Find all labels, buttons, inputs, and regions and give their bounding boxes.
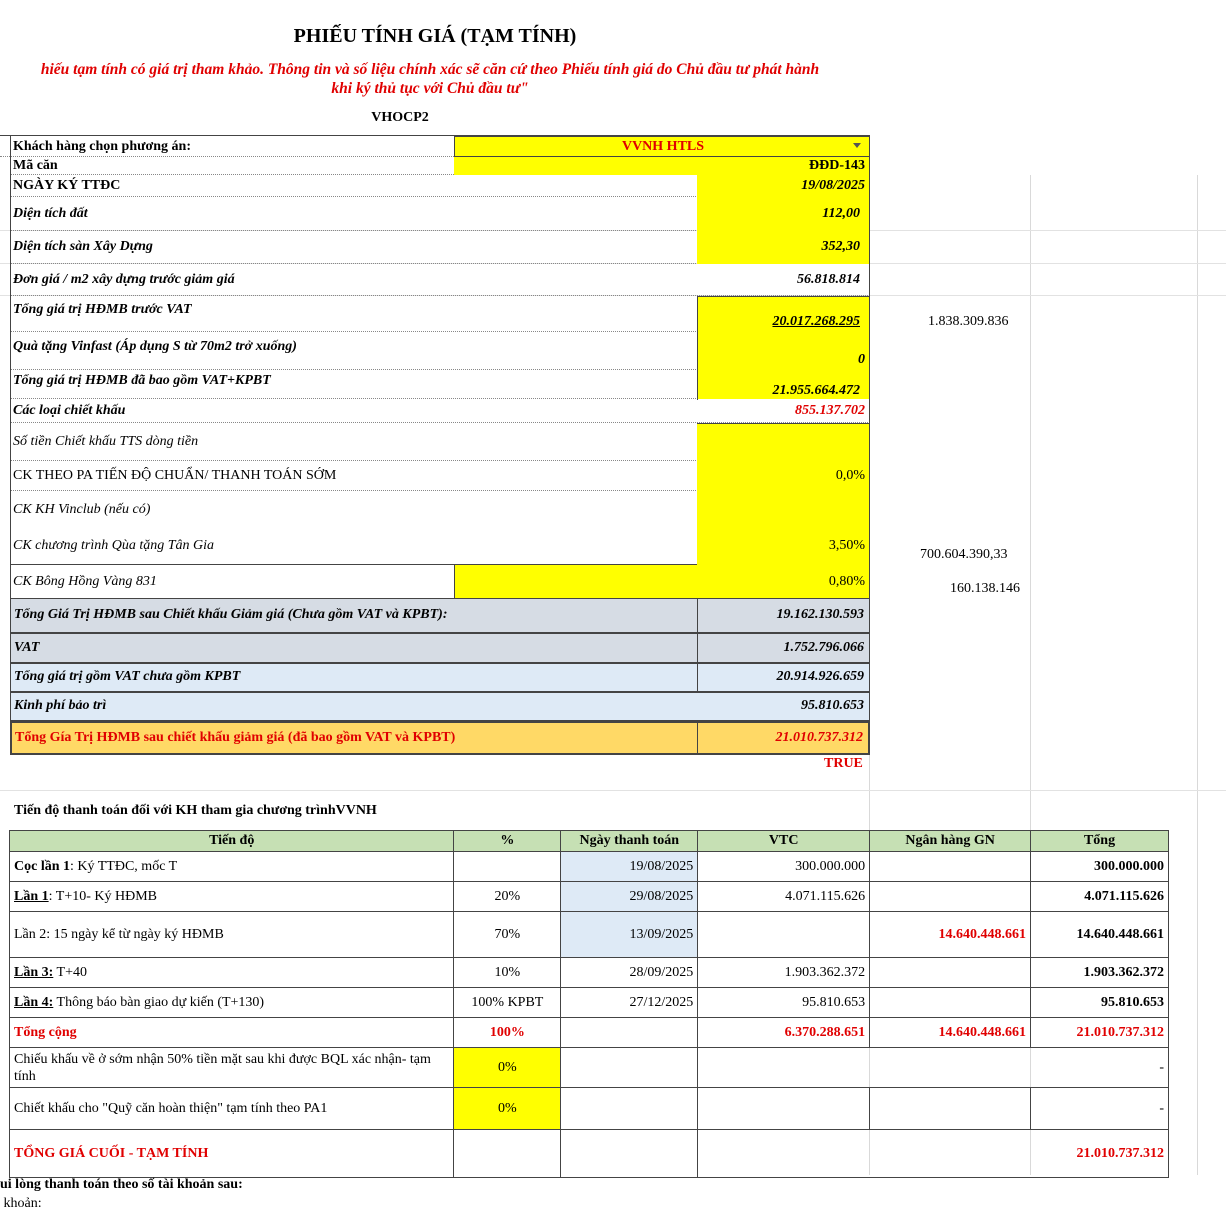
milestone-cell	[10, 958, 454, 988]
total-incl-label: Tổng giá trị HĐMB đã bao gồm VAT+KPBT	[13, 373, 271, 389]
option-row	[0, 135, 870, 157]
ck-rose-label: CK Bông Hồng Vàng 831	[13, 573, 157, 589]
frame-line	[697, 296, 870, 297]
final-total-value: 21.010.737.312	[698, 1130, 1169, 1178]
floor-area-value: 352,30	[821, 239, 860, 254]
notice-text	[0, 60, 880, 98]
notice-line-1: hiếu tạm tính có giá trị tham khảo. Thông tin và số liệu chính xác sẽ căn cứ theo Phiếu tính giá do Chủ đầu tư phát hành	[40, 61, 820, 78]
payment-table	[9, 830, 1169, 1178]
total-percent: 100%	[454, 1018, 561, 1048]
after-discount-label: Tổng Giá Trị HĐMB sau Chiết khấu Giảm giá (Chưa gồm VAT và KPBT):	[14, 607, 448, 622]
empty-cell	[454, 1130, 561, 1178]
percent-cell: 20%	[454, 882, 561, 912]
vtc-cell: 300.000.000	[698, 852, 870, 882]
percent-cell: 70%	[454, 912, 561, 958]
empty-cell	[561, 1018, 698, 1048]
vtc-cell: 95.810.653	[698, 988, 870, 1018]
date-cell[interactable]: 27/12/2025	[561, 988, 698, 1018]
empty-cell	[561, 1048, 698, 1088]
milestone-text: T+40	[53, 964, 87, 980]
vat-value: 1.752.796.066	[783, 640, 864, 655]
payment-heading: Tiến độ thanh toán đối với KH tham gia chương trìnhVVNH	[14, 803, 377, 818]
incl-vat-label: Tổng giá trị gồm VAT chưa gồm KPBT	[14, 669, 241, 684]
table-header-row	[10, 831, 1169, 852]
fund-discount-percent[interactable]: 0%	[454, 1088, 561, 1130]
vat-label: VAT	[14, 640, 40, 655]
side-value: 160.138.146	[950, 581, 1020, 596]
ck-gift-row	[10, 528, 870, 565]
empty-cell	[561, 1130, 698, 1178]
date-cell[interactable]: 29/08/2025	[561, 882, 698, 912]
after-discount-value: 19.162.130.593	[776, 607, 864, 622]
milestone-lead: Lần 1	[14, 888, 49, 904]
project-code: VHOCP2	[371, 110, 429, 125]
ck-progress-label: CK THEO PA TIẾN ĐỘ CHUẨN/ THANH TOÁN SỚM	[13, 467, 337, 483]
ck-progress-row	[10, 461, 870, 491]
maintenance-label: Kinh phí bảo trì	[14, 698, 107, 713]
empty-cell	[698, 1088, 870, 1130]
milestone-text: Thông báo bàn giao dự kiến (T+130)	[53, 994, 265, 1010]
discounts-row	[10, 399, 870, 423]
bank-cell	[870, 852, 1031, 882]
sign-date-label: NGÀY KÝ TTĐC	[13, 177, 121, 193]
chevron-down-icon[interactable]	[853, 143, 861, 148]
incl-vat-value: 20.914.926.659	[776, 669, 864, 684]
unit-price-value: 56.818.814	[797, 271, 860, 287]
fund-discount-row	[10, 1088, 1169, 1130]
early-discount-label: Chiếu khấu về ở sớm nhận 50% tiền mặt sau khi được BQL xác nhận- tạm tính	[10, 1048, 454, 1088]
frame-line	[10, 135, 11, 598]
notice-line-2: khi ký thủ tục với Chủ đầu tư"	[331, 80, 529, 97]
column-header: %	[454, 831, 561, 852]
total-cell: 300.000.000	[1031, 852, 1169, 882]
tts-label: Số tiền Chiết khấu TTS dòng tiền	[13, 433, 199, 449]
table-row	[10, 852, 1169, 882]
gift-label: Quà tặng Vinfast (Áp dụng S từ 70m2 trở xuống)	[13, 338, 297, 354]
after-discount-row	[10, 598, 870, 633]
land-area-label: Diện tích đất	[13, 205, 88, 221]
frame-line	[869, 135, 870, 598]
percent-cell	[454, 852, 561, 882]
divider	[697, 634, 698, 663]
total-incl-row	[10, 370, 870, 399]
table-row	[10, 882, 1169, 912]
sign-date-row	[10, 175, 870, 197]
early-discount-percent[interactable]: 0%	[454, 1048, 561, 1088]
vat-row	[10, 633, 870, 663]
date-cell[interactable]: 28/09/2025	[561, 958, 698, 988]
ck-progress-value: 0,0%	[835, 467, 865, 483]
unit-row	[10, 157, 870, 175]
tts-row	[10, 423, 870, 461]
column-header: VTC	[698, 831, 870, 852]
fund-discount-value: -	[1031, 1088, 1169, 1130]
side-value: 1.838.309.836	[928, 314, 1009, 329]
milestone-text: : T+10- Ký HĐMB	[48, 888, 157, 904]
grand-total-value: 21.010.737.312	[775, 730, 863, 745]
bank-cell: 14.640.448.661	[870, 912, 1031, 958]
divider	[697, 664, 698, 692]
milestone-lead: Lần 3:	[14, 964, 54, 980]
date-cell[interactable]: 19/08/2025	[561, 852, 698, 882]
milestone-lead: Lần 4:	[14, 994, 54, 1010]
vtc-cell	[698, 912, 870, 958]
milestone-cell	[10, 882, 454, 912]
divider	[697, 599, 698, 633]
option-value: VVNH HTLS	[621, 139, 705, 154]
option-label: Khách hàng chọn phương án:	[13, 139, 191, 154]
vtc-cell: 4.071.115.626	[698, 882, 870, 912]
total-vtc: 6.370.288.651	[698, 1018, 870, 1048]
table-row	[10, 912, 1169, 958]
maintenance-row	[10, 692, 870, 721]
gift-row	[10, 332, 870, 370]
frame-line	[697, 296, 698, 400]
total-cell: 1.903.362.372	[1031, 958, 1169, 988]
column-header: Ngày thanh toán	[561, 831, 698, 852]
floor-area-label: Diện tích sàn Xây Dựng	[13, 239, 153, 254]
unit-price-row	[10, 264, 870, 296]
final-total-label: TỔNG GIÁ CUỐI - TẠM TÍNH	[10, 1130, 454, 1178]
fund-discount-label: Chiết khấu cho "Quỹ căn hoàn thiện" tạm tính theo PA1	[10, 1088, 454, 1130]
grand-total-row	[10, 721, 870, 755]
bank-cell	[870, 958, 1031, 988]
divider	[697, 723, 698, 753]
unit-cell[interactable]	[454, 157, 870, 175]
total-row	[10, 1018, 1169, 1048]
percent-cell: 100% KPBT	[454, 988, 561, 1018]
ck-rose-row	[10, 565, 870, 598]
grand-total-label: Tổng Gía Trị HĐMB sau chiết khấu giảm giá (đã bao gồm VAT và KPBT)	[15, 730, 456, 745]
incl-vat-row	[10, 663, 870, 692]
maintenance-value: 95.810.653	[801, 698, 864, 713]
table-row	[10, 988, 1169, 1018]
side-value: 700.604.390,33	[920, 547, 1008, 562]
ck-vinclub-label: CK KH Vinclub (nếu có)	[13, 501, 151, 517]
check-value: TRUE	[824, 756, 863, 771]
total-before-vat-value: 20.017.268.295	[772, 314, 860, 330]
gridline	[0, 790, 1226, 791]
total-sum: 21.010.737.312	[1031, 1018, 1169, 1048]
floor-area-row	[10, 231, 870, 264]
empty-cell	[561, 1088, 698, 1130]
empty-cell	[870, 1088, 1031, 1130]
milestone-cell	[10, 852, 454, 882]
ck-rose-value: 0,80%	[828, 573, 865, 589]
early-discount-value: -	[698, 1048, 1169, 1088]
gridline	[1197, 175, 1198, 1175]
ck-rose-cell[interactable]	[454, 565, 870, 598]
milestone-text: Lần 2: 15 ngày kể từ ngày ký HĐMB	[14, 926, 224, 942]
milestone-cell	[10, 912, 454, 958]
ck-gift-value: 3,50%	[828, 538, 865, 553]
total-cell: 95.810.653	[1031, 988, 1169, 1018]
milestone-cell	[10, 988, 454, 1018]
table-row	[10, 958, 1169, 988]
discounts-label: Các loại chiết khấu	[13, 402, 126, 418]
ck-vinclub-cell[interactable]	[697, 491, 870, 528]
unit-label: Mã căn	[13, 157, 58, 173]
land-area-value: 112,00	[822, 205, 860, 221]
total-before-vat-row	[10, 296, 870, 332]
total-label: Tổng cộng	[10, 1018, 454, 1048]
total-incl-value: 21.955.664.472	[772, 383, 860, 398]
total-bank: 14.640.448.661	[870, 1018, 1031, 1048]
total-cell: 4.071.115.626	[1031, 882, 1169, 912]
column-header: Ngân hàng GN	[870, 831, 1031, 852]
milestone-lead: Cọc lần 1	[14, 858, 70, 874]
date-cell[interactable]: 13/09/2025	[561, 912, 698, 958]
column-header: Tổng	[1031, 831, 1169, 852]
sign-date-value: 19/08/2025	[801, 177, 865, 193]
bank-cell	[870, 988, 1031, 1018]
final-total-row	[10, 1130, 1169, 1178]
option-dropdown[interactable]	[454, 136, 870, 157]
gift-cell[interactable]	[697, 332, 870, 370]
page-title: PHIẾU TÍNH GIÁ (TẠM TÍNH)	[293, 25, 577, 47]
percent-cell: 10%	[454, 958, 561, 988]
total-before-vat-label: Tổng giá trị HĐMB trước VAT	[13, 302, 192, 317]
bank-cell	[870, 882, 1031, 912]
column-header: Tiến độ	[10, 831, 454, 852]
ck-gift-label: CK chương trình Qùa tặng Tân Gia	[13, 538, 215, 553]
unit-value: ĐĐD-143	[809, 157, 865, 173]
land-area-row	[10, 197, 870, 231]
footer-line-1: ui lòng thanh toán theo số tài khoản sau:	[0, 1177, 243, 1192]
discounts-value: 855.137.702	[795, 402, 865, 418]
milestone-text: : Ký TTĐC, mốc T	[70, 858, 178, 874]
tts-cell[interactable]	[697, 423, 870, 461]
gift-value: 0	[858, 351, 865, 367]
early-discount-row	[10, 1048, 1169, 1088]
ck-vinclub-row	[10, 491, 870, 528]
unit-price-label: Đơn giá / m2 xây dựng trước giảm giá	[13, 271, 235, 287]
footer-line-2: khoản:	[0, 1196, 42, 1211]
vtc-cell: 1.903.362.372	[698, 958, 870, 988]
frame-line	[697, 423, 870, 424]
total-cell: 14.640.448.661	[1031, 912, 1169, 958]
